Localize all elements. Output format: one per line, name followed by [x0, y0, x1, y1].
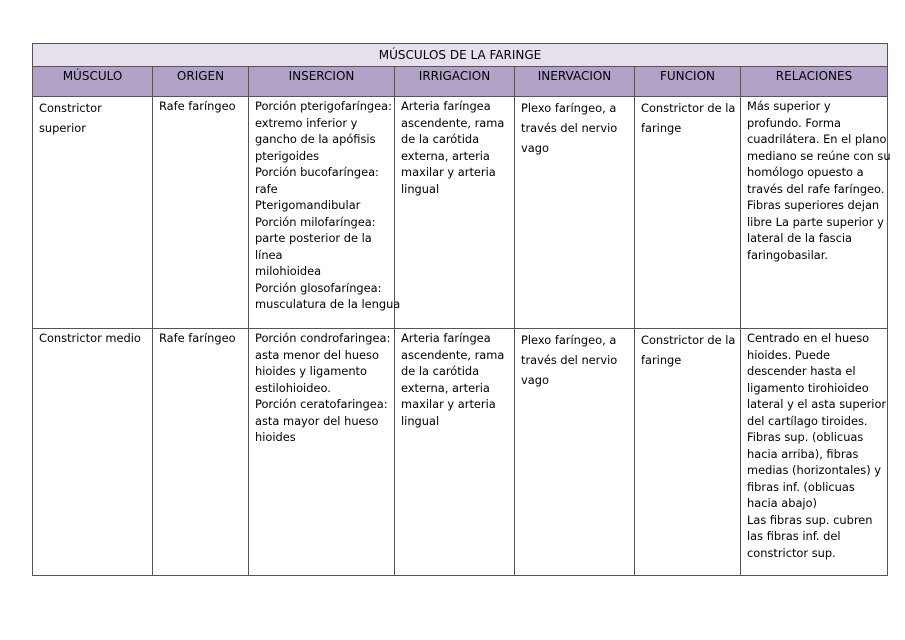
cell-funcion: [635, 329, 741, 576]
cell-line: Porción bucofaríngea:: [255, 165, 379, 179]
cell-line: homólogo opuesto a: [747, 165, 864, 179]
cell-line: musculatura de la lengua: [255, 297, 401, 311]
pharynx-muscles-table: [32, 43, 891, 576]
table-row: [33, 97, 888, 329]
cell-line: hacia abajo): [747, 496, 817, 510]
cell-origen: [153, 97, 249, 329]
cell-line: Más superior y: [747, 99, 831, 113]
cell-irrigacion: [395, 329, 515, 576]
cell-line: hioides. Puede: [747, 347, 831, 362]
cell-line: Porción pterigofaríngea:: [255, 99, 392, 113]
cell-line: Arteria faríngea: [401, 99, 491, 113]
cell-line: ascendente, rama: [401, 347, 505, 362]
cell-line: profundo. Forma: [747, 115, 841, 130]
cell-line: Las fibras sup. cubren: [747, 512, 873, 527]
cell-line: faringobasilar.: [747, 247, 828, 262]
header-musculo: MÚSCULO: [33, 67, 153, 97]
cell-line: extremo inferior y: [255, 115, 358, 130]
header-inervacion: INERVACION: [515, 67, 635, 97]
header-insercion: INSERCION: [249, 67, 395, 97]
cell-line: Plexo faríngeo, a: [521, 333, 617, 347]
cell-line: través del nervio: [521, 121, 618, 135]
cell-line: faringe: [641, 353, 682, 367]
cell-line: hioides: [255, 430, 296, 444]
cell-inervacion: [515, 97, 635, 329]
cell-line: fibras inf. (oblicuas: [747, 479, 855, 494]
header-row: [33, 67, 888, 97]
table-title: MÚSCULOS DE LA FARINGE: [33, 44, 888, 67]
header-irrigacion: IRRIGACION: [395, 67, 515, 97]
cell-line: vago: [521, 141, 549, 155]
cell-line: lingual: [401, 413, 440, 428]
cell-line: lateral y el asta superior: [747, 397, 887, 411]
cell-line: hioides y ligamento: [255, 364, 367, 378]
cell-line: Porción ceratofaringea:: [255, 397, 388, 411]
cell-line: estilohioideo.: [255, 380, 331, 395]
cell-line: las fibras inf. del: [747, 529, 841, 543]
cell-inervacion: [515, 329, 635, 576]
cell-line: Porción glosofaríngea:: [255, 280, 382, 295]
cell-line: línea: [255, 247, 283, 262]
cell-line: mediano se reúne con su: [747, 148, 891, 163]
cell-line: Arteria faríngea: [401, 331, 491, 345]
cell-line: de la carótida: [401, 132, 480, 146]
cell-line: gancho de la apófisis: [255, 132, 376, 146]
cell-line: Porción milofaríngea:: [255, 214, 376, 229]
cell-line: descender hasta el: [747, 364, 856, 378]
cell-line: de la carótida: [401, 364, 480, 378]
cell-line: Fibras superiores dejan: [747, 198, 880, 212]
cell-musculo: [33, 97, 153, 329]
cell-line: Constrictor de la: [641, 333, 736, 347]
cell-line: libre La parte superior y: [747, 214, 884, 229]
cell-relaciones: [741, 97, 891, 329]
cell-line: maxilar y arteria: [401, 397, 496, 411]
cell-line: asta menor del hueso: [255, 347, 379, 362]
cell-line: lingual: [401, 181, 440, 196]
cell-line: maxilar y arteria: [401, 165, 496, 179]
cell-irrigacion: [395, 97, 515, 329]
cell-line: través del rafe faríngeo.: [747, 181, 885, 196]
cell-line: Centrado en el hueso: [747, 331, 870, 345]
header-origen: ORIGEN: [153, 67, 249, 97]
cell-line: parte posterior de la: [255, 231, 372, 245]
cell-line: Fibras sup. (oblicuas: [747, 430, 864, 444]
cell-line: externa, arteria: [401, 380, 490, 395]
cell-insercion: [249, 329, 395, 576]
cell-insercion: [249, 97, 401, 329]
cell-line: ligamento tirohioideo: [747, 380, 869, 395]
cell-line: superior: [39, 121, 86, 135]
cell-line: rafe: [255, 181, 278, 196]
cell-line: lateral de la fascia: [747, 231, 853, 245]
cell-line: Constrictor medio: [39, 331, 141, 345]
cell-funcion: [635, 97, 741, 329]
cell-line: Constrictor: [39, 101, 102, 115]
cell-line: medias (horizontales) y: [747, 463, 882, 477]
cell-line: pterigoides: [255, 148, 320, 163]
cell-line: través del nervio: [521, 353, 618, 367]
cell-relaciones: [741, 329, 888, 576]
cell-line: vago: [521, 373, 549, 387]
cell-musculo: [33, 329, 153, 576]
cell-line: constrictor sup.: [747, 545, 836, 560]
cell-line: Rafe faríngeo: [159, 99, 236, 113]
header-relaciones: RELACIONES: [741, 67, 888, 97]
cell-line: cuadrilátera. En el plano: [747, 132, 887, 146]
table-row: [33, 329, 888, 576]
cell-line: hacia arriba), fibras: [747, 446, 859, 461]
cell-line: milohioidea: [255, 264, 322, 278]
cell-line: asta mayor del hueso: [255, 413, 379, 428]
cell-line: externa, arteria: [401, 148, 490, 163]
cell-line: ascendente, rama: [401, 115, 505, 130]
cell-line: del cartílago tiroides.: [747, 413, 868, 428]
cell-line: Rafe faríngeo: [159, 331, 236, 345]
cell-line: Constrictor de la: [641, 101, 736, 115]
cell-line: Pterigomandibular: [255, 198, 361, 212]
cell-origen: [153, 329, 249, 576]
header-funcion: FUNCION: [635, 67, 741, 97]
cell-line: Plexo faríngeo, a: [521, 101, 617, 115]
cell-line: Porción condrofaringea:: [255, 331, 391, 345]
cell-line: faringe: [641, 121, 682, 135]
